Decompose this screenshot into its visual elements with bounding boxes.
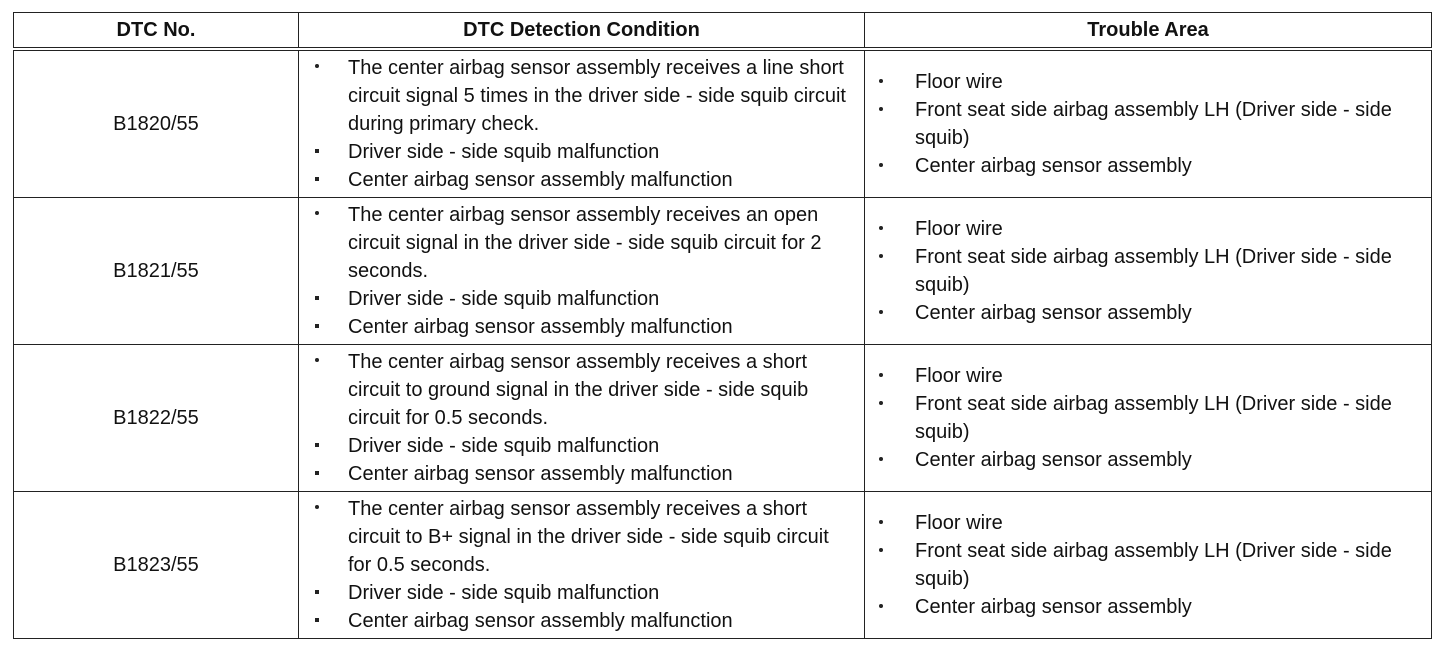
dtc-code: B1820/55: [14, 49, 299, 198]
area-item: Front seat side airbag assembly LH (Driver side - side squib): [865, 537, 1431, 593]
header-dtc-no: DTC No.: [14, 13, 299, 50]
condition-item: Driver side - side squib malfunction: [299, 579, 864, 607]
area-item: Floor wire: [865, 362, 1431, 390]
table-body: [14, 49, 1432, 639]
trouble-area-cell: [865, 345, 1432, 492]
table-row: [14, 198, 1432, 345]
dtc-code: B1822/55: [14, 345, 299, 492]
area-item: Front seat side airbag assembly LH (Driver side - side squib): [865, 390, 1431, 446]
area-list: [865, 509, 1431, 621]
condition-item: Driver side - side squib malfunction: [299, 138, 864, 166]
condition-list: [299, 495, 864, 635]
table-row: [14, 49, 1432, 198]
header-row: [14, 13, 1432, 50]
detection-condition-cell: [299, 198, 865, 345]
condition-item: Center airbag sensor assembly malfunction: [299, 607, 864, 635]
condition-item: Center airbag sensor assembly malfunction: [299, 460, 864, 488]
area-item: Front seat side airbag assembly LH (Driver side - side squib): [865, 243, 1431, 299]
condition-item: Center airbag sensor assembly malfunction: [299, 313, 864, 341]
area-list: [865, 68, 1431, 180]
area-list: [865, 362, 1431, 474]
area-item: Center airbag sensor assembly: [865, 152, 1431, 180]
header-detection-condition: DTC Detection Condition: [299, 13, 865, 50]
table-header: [14, 13, 1432, 50]
condition-list: [299, 348, 864, 488]
area-item: Floor wire: [865, 509, 1431, 537]
condition-item: Center airbag sensor assembly malfunction: [299, 166, 864, 194]
header-trouble-area: Trouble Area: [865, 13, 1432, 50]
dtc-code: B1821/55: [14, 198, 299, 345]
area-item: Front seat side airbag assembly LH (Driver side - side squib): [865, 96, 1431, 152]
condition-item: The center airbag sensor assembly receives an open circuit signal in the driver side - side squib circuit for 2 seconds.: [299, 201, 864, 285]
condition-item: The center airbag sensor assembly receives a short circuit to B+ signal in the driver side - side squib circuit for 0.5 seconds.: [299, 495, 864, 579]
table-row: [14, 345, 1432, 492]
trouble-area-cell: [865, 198, 1432, 345]
area-item: Center airbag sensor assembly: [865, 299, 1431, 327]
trouble-area-cell: [865, 49, 1432, 198]
area-item: Center airbag sensor assembly: [865, 446, 1431, 474]
condition-item: Driver side - side squib malfunction: [299, 432, 864, 460]
condition-item: Driver side - side squib malfunction: [299, 285, 864, 313]
condition-list: [299, 54, 864, 194]
condition-list: [299, 201, 864, 341]
condition-item: The center airbag sensor assembly receives a line short circuit signal 5 times in the driver side - side squib circuit during primary check.: [299, 54, 864, 138]
condition-item: The center airbag sensor assembly receives a short circuit to ground signal in the driver side - side squib circuit for 0.5 seconds.: [299, 348, 864, 432]
area-list: [865, 215, 1431, 327]
dtc-code: B1823/55: [14, 492, 299, 639]
detection-condition-cell: [299, 492, 865, 639]
dtc-table: [13, 12, 1432, 639]
trouble-area-cell: [865, 492, 1432, 639]
table-row: [14, 492, 1432, 639]
area-item: Floor wire: [865, 68, 1431, 96]
area-item: Floor wire: [865, 215, 1431, 243]
detection-condition-cell: [299, 345, 865, 492]
detection-condition-cell: [299, 49, 865, 198]
area-item: Center airbag sensor assembly: [865, 593, 1431, 621]
